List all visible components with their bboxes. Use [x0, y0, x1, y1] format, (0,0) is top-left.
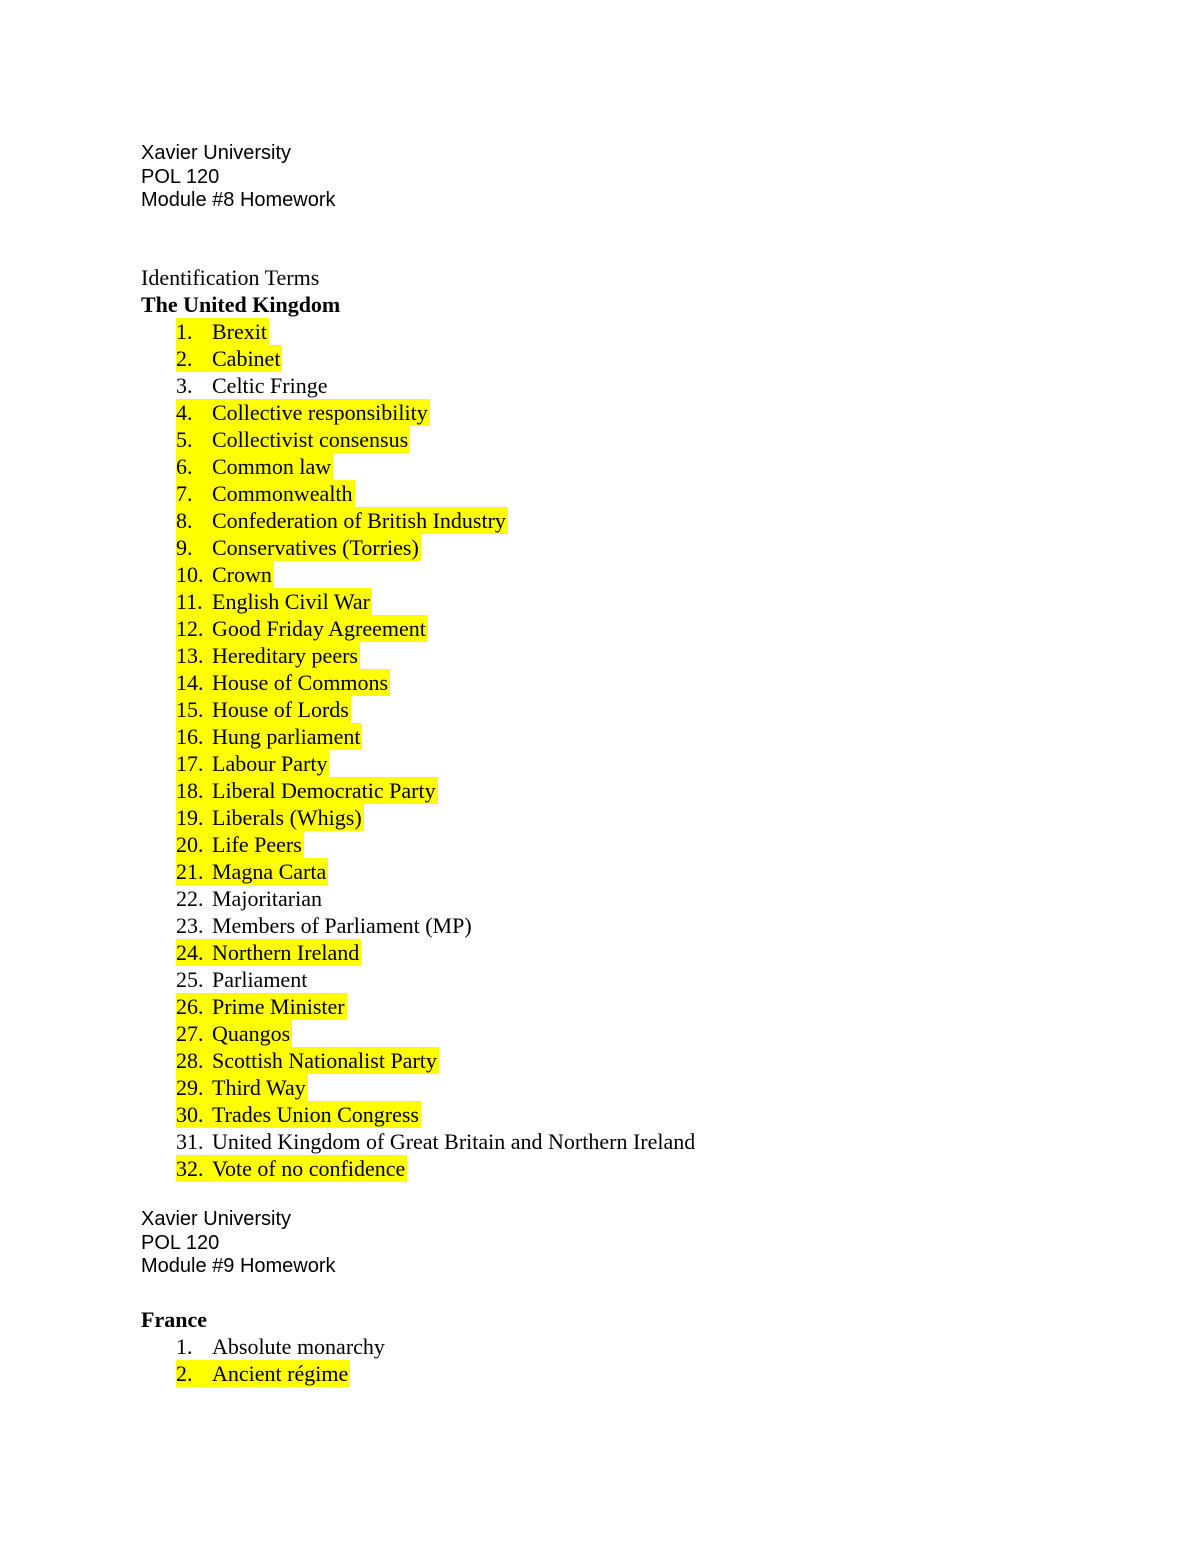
list-item — [176, 777, 697, 804]
course-code: POL 120 — [141, 165, 220, 188]
list-item — [176, 372, 697, 399]
item-number: 13. — [176, 643, 204, 668]
item-number: 24. — [176, 940, 204, 965]
section-title: The United Kingdom — [141, 292, 341, 317]
item-text: Northern Ireland — [212, 940, 360, 965]
highlighted-term — [176, 318, 269, 345]
list-item — [176, 561, 697, 588]
list-item — [176, 1020, 697, 1047]
list-item — [176, 318, 697, 345]
france-terms-list — [176, 1333, 387, 1387]
item-text: Liberals (Whigs) — [212, 805, 362, 830]
list-item — [176, 750, 697, 777]
module8-header — [141, 142, 336, 213]
list-item — [176, 858, 697, 885]
item-number: 22. — [176, 886, 204, 911]
term — [176, 885, 324, 912]
highlighted-term — [176, 615, 428, 642]
item-text: Cabinet — [212, 346, 281, 371]
item-number: 17. — [176, 751, 204, 776]
item-text: Absolute monarchy — [212, 1334, 385, 1359]
list-item — [176, 1047, 697, 1074]
highlighted-term — [176, 507, 508, 534]
term — [176, 372, 329, 399]
highlighted-term — [176, 561, 274, 588]
item-number: 3. — [176, 373, 193, 398]
highlighted-term — [176, 696, 351, 723]
item-number: 18. — [176, 778, 204, 803]
module8-section — [141, 264, 340, 318]
item-number: 32. — [176, 1156, 204, 1181]
highlighted-term — [176, 588, 372, 615]
item-text: Celtic Fringe — [212, 373, 328, 398]
list-item — [176, 966, 697, 993]
highlighted-term — [176, 1155, 407, 1182]
list-item — [176, 723, 697, 750]
item-number: 29. — [176, 1075, 204, 1100]
module9-header — [141, 1208, 336, 1279]
item-text: Confederation of British Industry — [212, 508, 506, 533]
item-text: Ancient régime — [212, 1361, 349, 1386]
highlighted-term — [176, 642, 360, 669]
term — [176, 1128, 697, 1155]
item-number: 1. — [176, 319, 193, 344]
item-number: 5. — [176, 427, 193, 452]
uk-terms-list — [176, 318, 697, 1182]
item-text: House of Lords — [212, 697, 349, 722]
highlighted-term — [176, 993, 347, 1020]
item-number: 11. — [176, 589, 203, 614]
item-text: Members of Parliament (MP) — [212, 913, 472, 938]
item-text: Third Way — [212, 1075, 306, 1100]
item-text: Trades Union Congress — [212, 1102, 419, 1127]
item-number: 2. — [176, 346, 193, 371]
item-number: 20. — [176, 832, 204, 857]
item-number: 14. — [176, 670, 204, 695]
list-item — [176, 804, 697, 831]
highlighted-term — [176, 453, 333, 480]
item-number: 15. — [176, 697, 204, 722]
list-item — [176, 831, 697, 858]
item-text: Hung parliament — [212, 724, 361, 749]
module-title: Module #9 Homework — [141, 1255, 336, 1277]
list-item — [176, 669, 697, 696]
item-text: Vote of no confidence — [212, 1156, 406, 1181]
highlighted-term — [176, 777, 438, 804]
list-item — [176, 1101, 697, 1128]
item-text: Quangos — [212, 1021, 291, 1046]
course-code: POL 120 — [141, 1231, 220, 1254]
highlighted-term — [176, 669, 390, 696]
item-number: 21. — [176, 859, 204, 884]
module-title: Module #8 Homework — [141, 189, 336, 211]
highlighted-term — [176, 1074, 308, 1101]
highlighted-term — [176, 939, 361, 966]
item-text: Labour Party — [212, 751, 328, 776]
item-number: 25. — [176, 967, 204, 992]
item-number: 7. — [176, 481, 193, 506]
highlighted-term — [176, 534, 421, 561]
list-item — [176, 885, 697, 912]
item-number: 28. — [176, 1048, 204, 1073]
term — [176, 966, 309, 993]
highlighted-term — [176, 345, 282, 372]
item-number: 19. — [176, 805, 204, 830]
list-item — [176, 426, 697, 453]
highlighted-term — [176, 1047, 439, 1074]
item-text: United Kingdom of Great Britain and Northern Ireland — [212, 1129, 696, 1154]
highlighted-term — [176, 1360, 350, 1387]
list-item — [176, 453, 697, 480]
item-number: 2. — [176, 1361, 193, 1386]
highlighted-term — [176, 723, 362, 750]
item-text: Hereditary peers — [212, 643, 358, 668]
module9-section-title: France — [141, 1307, 207, 1332]
list-item — [176, 1074, 697, 1101]
term — [176, 912, 474, 939]
item-text: English Civil War — [212, 589, 370, 614]
list-item — [176, 696, 697, 723]
highlighted-term — [176, 750, 329, 777]
item-number: 10. — [176, 562, 204, 587]
item-text: House of Commons — [212, 670, 388, 695]
university-name: Xavier University — [141, 1208, 292, 1230]
list-item — [176, 1333, 387, 1360]
item-text: Brexit — [212, 319, 267, 344]
item-number: 26. — [176, 994, 204, 1019]
item-text: Scottish Nationalist Party — [212, 1048, 437, 1073]
highlighted-term — [176, 1020, 292, 1047]
list-item — [176, 480, 697, 507]
item-text: Collectivist consensus — [212, 427, 409, 452]
item-number: 6. — [176, 454, 193, 479]
term — [176, 1333, 387, 1360]
item-number: 31. — [176, 1129, 204, 1154]
item-text: Liberal Democratic Party — [212, 778, 436, 803]
item-text: Common law — [212, 454, 332, 479]
highlighted-term — [176, 480, 355, 507]
highlighted-term — [176, 831, 304, 858]
item-text: Majoritarian — [212, 886, 322, 911]
item-number: 12. — [176, 616, 204, 641]
item-number: 16. — [176, 724, 204, 749]
item-text: Life Peers — [212, 832, 302, 857]
highlighted-term — [176, 1101, 421, 1128]
item-number: 1. — [176, 1334, 193, 1359]
list-item — [176, 642, 697, 669]
highlighted-term — [176, 426, 410, 453]
list-item — [176, 345, 697, 372]
list-item — [176, 534, 697, 561]
list-item — [176, 912, 697, 939]
item-text: Crown — [212, 562, 272, 587]
item-number: 30. — [176, 1102, 204, 1127]
item-text: Commonwealth — [212, 481, 353, 506]
list-item — [176, 588, 697, 615]
item-number: 23. — [176, 913, 204, 938]
highlighted-term — [176, 399, 430, 426]
list-item — [176, 615, 697, 642]
list-item — [176, 993, 697, 1020]
highlighted-term — [176, 858, 328, 885]
item-number: 8. — [176, 508, 193, 533]
item-text: Magna Carta — [212, 859, 327, 884]
list-item — [176, 507, 697, 534]
list-item — [176, 399, 697, 426]
item-text: Conservatives (Torries) — [212, 535, 419, 560]
list-item — [176, 1155, 697, 1182]
item-number: 27. — [176, 1021, 204, 1046]
item-number: 9. — [176, 535, 193, 560]
item-text: Good Friday Agreement — [212, 616, 426, 641]
section-label: Identification Terms — [141, 265, 320, 290]
item-number: 4. — [176, 400, 193, 425]
list-item — [176, 1128, 697, 1155]
highlighted-term — [176, 804, 364, 831]
list-item — [176, 939, 697, 966]
item-text: Prime Minister — [212, 994, 345, 1019]
item-text: Parliament — [212, 967, 308, 992]
university-name: Xavier University — [141, 142, 292, 164]
list-item — [176, 1360, 387, 1387]
item-text: Collective responsibility — [212, 400, 428, 425]
